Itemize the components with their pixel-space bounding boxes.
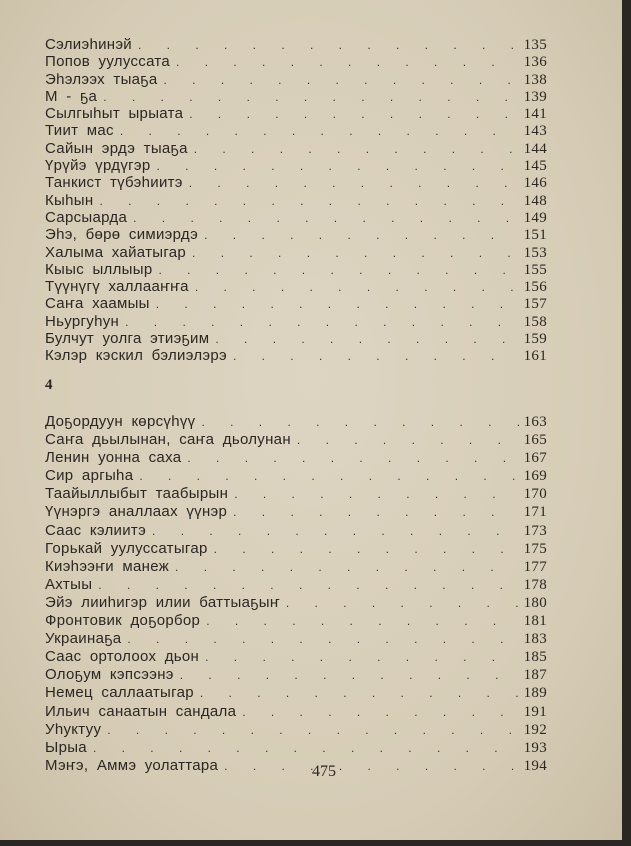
dot-leader	[152, 524, 519, 538]
toc-entry	[45, 558, 547, 576]
entry-page-number: 167	[523, 450, 547, 467]
entry-title: Кыыс ыллыыр	[45, 260, 153, 278]
entry-title: Ахтыы	[45, 575, 93, 593]
entry-page-number: 177	[523, 558, 547, 575]
toc-entry	[45, 244, 547, 261]
dot-leader	[180, 668, 519, 682]
dot-leader	[139, 469, 519, 483]
dot-leader	[214, 542, 519, 556]
entry-title: Сылгыһыт ырыата	[45, 105, 184, 123]
dot-leader	[157, 159, 519, 173]
dot-leader	[107, 723, 519, 737]
section-number: 4	[45, 377, 53, 393]
dot-leader	[242, 705, 519, 719]
toc-entry	[45, 261, 547, 278]
dot-leader	[175, 560, 519, 574]
dot-leader	[201, 415, 519, 429]
dot-leader	[189, 176, 519, 190]
entry-title: Сарсыарда	[45, 208, 128, 226]
toc-entry	[45, 703, 547, 721]
dot-leader	[158, 263, 519, 277]
entry-page-number: 151	[523, 227, 547, 244]
entry-page-number: 181	[523, 613, 547, 630]
entry-page-number: 139	[523, 88, 547, 105]
entry-page-number: 175	[523, 540, 547, 557]
dot-leader	[120, 124, 519, 138]
entry-title: Таайыллыбыт таабырын	[45, 485, 229, 503]
entry-page-number: 138	[523, 71, 547, 88]
dot-leader	[233, 505, 519, 519]
toc-entry	[45, 174, 547, 191]
dot-leader	[176, 55, 519, 69]
entry-title: Сэлиэһинэй	[45, 36, 132, 53]
entry-title: Украинаҕа	[45, 630, 122, 648]
toc-entry	[45, 594, 547, 612]
dot-leader	[99, 194, 519, 208]
entry-page-number: 145	[523, 158, 547, 175]
toc-entry	[45, 295, 547, 312]
entry-title: Түүнүгү халлааҥҥа	[45, 278, 189, 296]
toc-entry	[45, 431, 547, 449]
dot-leader	[200, 686, 519, 700]
entry-page-number: 153	[523, 244, 547, 261]
toc-entry	[45, 576, 547, 594]
entry-title: Сайын эрдэ тыаҕа	[45, 139, 188, 157]
toc-entry	[45, 226, 547, 243]
dot-leader	[224, 759, 519, 773]
entry-page-number: 136	[523, 54, 547, 71]
dot-leader	[98, 578, 519, 592]
entry-page-number: 187	[523, 667, 547, 684]
entry-title: Кыһын	[45, 191, 94, 209]
toc-entry	[45, 485, 547, 503]
entry-page-number: 143	[523, 123, 547, 140]
entry-page-number: 189	[523, 685, 547, 702]
toc-entry	[45, 347, 547, 364]
dot-leader	[204, 228, 519, 242]
dot-leader	[297, 433, 519, 447]
dot-leader	[192, 246, 519, 260]
entry-title: Горькай уулуссатыгар	[45, 539, 208, 557]
toc-entry	[45, 413, 547, 431]
entry-title: Мэҥэ, Аммэ уолаттара	[45, 756, 219, 774]
entry-page-number: 159	[523, 331, 547, 348]
dot-leader	[156, 297, 519, 311]
dot-leader	[138, 38, 519, 52]
dot-leader	[195, 280, 519, 294]
entry-page-number: 141	[523, 106, 547, 123]
entry-page-number: 157	[523, 296, 547, 313]
entry-title: Фронтовик доҕорбор	[45, 612, 201, 630]
dot-leader	[205, 650, 519, 664]
dot-leader	[127, 632, 519, 646]
entry-title: Олоҕум кэпсээнэ	[45, 666, 174, 684]
toc-entry	[45, 449, 547, 467]
entry-page-number: 148	[523, 192, 547, 209]
entry-title: Саҥа хаамыы	[45, 295, 150, 313]
entry-title: Киэһээҥи манеж	[45, 557, 170, 575]
toc-entry	[45, 122, 547, 139]
toc-entry	[45, 522, 547, 540]
toc-entry	[45, 666, 547, 684]
entry-page-number: 158	[523, 313, 547, 330]
entry-page-number: 183	[523, 631, 547, 648]
dot-leader	[194, 142, 519, 156]
entry-title: Доҕордуун көрсүһүү	[45, 413, 196, 430]
entry-title: Үүнэргэ аналлаах үүнэр	[45, 503, 228, 521]
entry-page-number: 149	[523, 209, 547, 226]
entry-page-number: 144	[523, 140, 547, 157]
entry-title: Попов уулуссата	[45, 53, 171, 71]
dot-leader	[93, 741, 519, 755]
toc-entry	[45, 313, 547, 330]
toc-entry	[45, 612, 547, 630]
entry-page-number: 135	[523, 37, 547, 53]
entry-title: Эйэ лииһигэр илии баттыаҕыҥ	[45, 593, 280, 611]
page-number: 475	[312, 763, 336, 780]
dot-leader	[286, 596, 519, 610]
entry-title: Булчут уолга этиэҕим	[45, 330, 210, 348]
toc-entry	[45, 192, 547, 209]
entry-title: Саас кэлиитэ	[45, 521, 147, 539]
entry-title: Тиит мас	[45, 122, 114, 140]
entry-title: Уһуктуу	[45, 720, 102, 738]
dot-leader	[133, 211, 519, 225]
toc-entry	[45, 739, 547, 757]
entry-title: Ырыа	[45, 738, 87, 756]
entry-title: Үрүйэ үрдүгэр	[45, 157, 151, 175]
toc-entry	[45, 330, 547, 347]
entry-page-number: 191	[523, 703, 547, 720]
entry-title: Саҥа дьылынан, саҥа дьолунан	[45, 431, 291, 449]
toc-section-4-list	[45, 413, 547, 775]
entry-title: Ленин уонна саха	[45, 449, 182, 467]
dot-leader	[189, 107, 519, 121]
dot-leader	[103, 90, 519, 104]
dot-leader	[163, 73, 519, 87]
toc-entry	[45, 648, 547, 666]
dot-leader	[125, 315, 519, 329]
entry-title: Саас ортолоох дьон	[45, 648, 200, 666]
dot-leader	[206, 614, 519, 628]
entry-page-number: 180	[523, 594, 547, 611]
entry-page-number: 193	[523, 739, 547, 756]
entry-title: Эһэлээх тыаҕа	[45, 70, 158, 88]
toc-entry	[45, 53, 547, 70]
toc-entry	[45, 209, 547, 226]
toc-entry	[45, 757, 547, 775]
entry-page-number: 155	[523, 261, 547, 278]
toc-entry	[45, 721, 547, 739]
dot-leader	[187, 451, 519, 465]
toc-section-3-list	[45, 36, 547, 365]
entry-title: Кэлэр кэскил бэлиэлэрэ	[45, 347, 227, 365]
toc-entry	[45, 278, 547, 295]
entry-title: Эһэ, бөрө симиэрдэ	[45, 226, 199, 244]
dot-leader	[215, 332, 519, 346]
entry-title: Ньургуһун	[45, 312, 120, 330]
entry-page-number: 194	[523, 757, 547, 774]
toc-entry	[45, 503, 547, 521]
toc-entry	[45, 105, 547, 122]
toc-entry	[45, 630, 547, 648]
entry-title: Танкист түбэһиитэ	[45, 174, 183, 192]
entry-page-number: 161	[523, 348, 547, 365]
entry-page-number: 170	[523, 486, 547, 503]
entry-page-number: 156	[523, 279, 547, 296]
dot-leader	[234, 487, 519, 501]
entry-title: Халыма хайатыгар	[45, 243, 187, 261]
entry-page-number: 169	[523, 468, 547, 485]
entry-page-number: 192	[523, 721, 547, 738]
entry-page-number: 185	[523, 649, 547, 666]
entry-page-number: 173	[523, 522, 547, 539]
toc-entry	[45, 157, 547, 174]
toc-entry	[45, 540, 547, 558]
toc-entry	[45, 467, 547, 485]
entry-page-number: 171	[523, 504, 547, 521]
toc-entry	[45, 140, 547, 157]
toc-entry	[45, 71, 547, 88]
toc-entry	[45, 88, 547, 105]
entry-title: М - ҕа	[45, 87, 98, 105]
entry-title: Немец саллаатыгар	[45, 684, 194, 702]
entry-title: Сир аргыһа	[45, 467, 134, 485]
dot-leader	[233, 349, 519, 363]
entry-page-number: 178	[523, 576, 547, 593]
toc-entry	[45, 36, 547, 53]
entry-page-number: 165	[523, 432, 547, 449]
toc-entry	[45, 684, 547, 702]
entry-title: Ильич санаатын сандала	[45, 702, 237, 720]
entry-page-number: 163	[523, 414, 547, 430]
entry-page-number: 146	[523, 175, 547, 192]
